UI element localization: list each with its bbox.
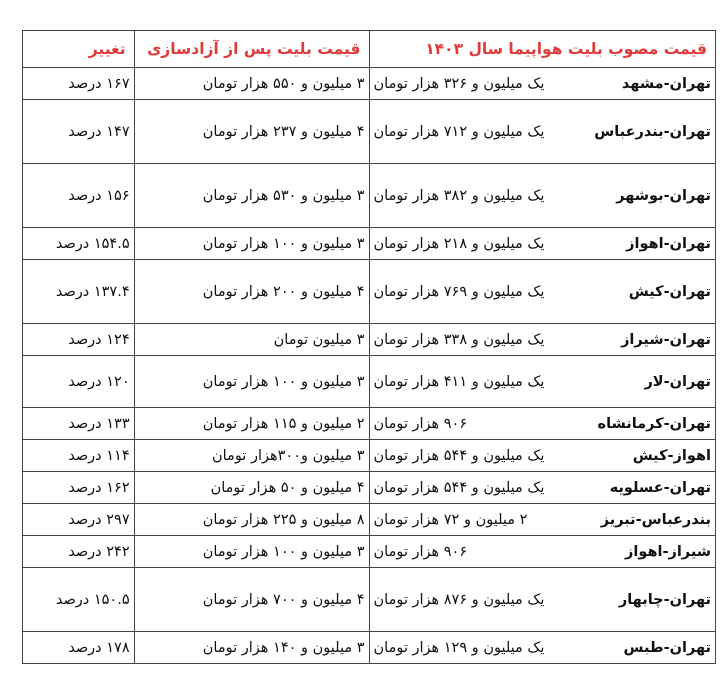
after-price-cell: ۴ میلیون و ۵۰ هزار تومان xyxy=(134,472,369,504)
header-approved-price: قیمت مصوب بلیت هواپیما سال ۱۴۰۳ xyxy=(369,31,716,68)
approved-price: یک میلیون و ۳۲۶ هزار تومان xyxy=(373,75,545,92)
route-name: تهران-بندرعباس xyxy=(594,123,711,140)
route-name: شیراز-اهواز xyxy=(625,543,711,560)
approved-price-cell xyxy=(369,472,716,504)
approved-price-cell xyxy=(369,260,716,324)
after-price-cell: ۳ میلیون و ۱۴۰ هزار تومان xyxy=(134,632,369,664)
after-price-cell: ۴ میلیون و ۲۰۰ هزار تومان xyxy=(134,260,369,324)
table-row xyxy=(23,568,716,632)
approved-price: ۹۰۶ هزار تومان xyxy=(373,415,468,432)
approved-price-cell xyxy=(369,356,716,408)
route-name: تهران-طبس xyxy=(623,639,711,656)
route-name: تهران-لار xyxy=(644,373,711,390)
table-row xyxy=(23,260,716,324)
approved-price-cell xyxy=(369,408,716,440)
change-cell: ۱۴۷ درصد xyxy=(23,100,135,164)
change-cell: ۱۳۳ درصد xyxy=(23,408,135,440)
header-change: تغییر xyxy=(23,31,135,68)
route-name: تهران-شیراز xyxy=(621,331,711,348)
price-table-container xyxy=(22,30,716,664)
table-row xyxy=(23,440,716,472)
table-row xyxy=(23,632,716,664)
change-cell: ۲۹۷ درصد xyxy=(23,504,135,536)
table-row xyxy=(23,164,716,228)
after-price-cell: ۳ میلیون و ۵۵۰ هزار تومان xyxy=(134,68,369,100)
change-cell: ۱۵۴.۵ درصد xyxy=(23,228,135,260)
table-row xyxy=(23,472,716,504)
after-price-cell: ۳ میلیون و ۵۳۰ هزار تومان xyxy=(134,164,369,228)
after-price-cell: ۳ میلیون و۳۰۰هزار تومان xyxy=(134,440,369,472)
table-row xyxy=(23,100,716,164)
table-row xyxy=(23,408,716,440)
approved-price: یک میلیون و ۸۷۶ هزار تومان xyxy=(373,591,545,608)
change-cell: ۱۵۰.۵ درصد xyxy=(23,568,135,632)
approved-price: یک میلیون و ۵۴۴ هزار تومان xyxy=(373,447,545,464)
approved-price: یک میلیون و ۳۳۸ هزار تومان xyxy=(373,331,545,348)
change-cell: ۱۷۸ درصد xyxy=(23,632,135,664)
route-name: تهران-بوشهر xyxy=(616,187,711,204)
approved-price: یک میلیون و ۷۱۲ هزار تومان xyxy=(373,123,545,140)
route-name: تهران-عسلویه xyxy=(609,479,711,496)
route-name: بندرعباس-تبریز xyxy=(600,511,711,528)
table-row xyxy=(23,228,716,260)
after-price-cell: ۲ میلیون و ۱۱۵ هزار تومان xyxy=(134,408,369,440)
change-cell: ۱۶۲ درصد xyxy=(23,472,135,504)
approved-price: یک میلیون و ۱۲۹ هزار تومان xyxy=(373,639,545,656)
route-name: اهواز-کیش xyxy=(632,447,711,464)
change-cell: ۱۱۴ درصد xyxy=(23,440,135,472)
approved-price-cell xyxy=(369,324,716,356)
change-cell: ۱۲۴ درصد xyxy=(23,324,135,356)
after-price-cell: ۴ میلیون و ۲۳۷ هزار تومان xyxy=(134,100,369,164)
table-row xyxy=(23,504,716,536)
approved-price: یک میلیون و ۵۴۴ هزار تومان xyxy=(373,479,545,496)
route-name: تهران-کرمانشاه xyxy=(597,415,711,432)
approved-price-cell xyxy=(369,568,716,632)
approved-price: یک میلیون و ۴۱۱ هزار تومان xyxy=(373,373,545,390)
after-price-cell: ۳ میلیون و ۱۰۰ هزار تومان xyxy=(134,536,369,568)
approved-price-cell xyxy=(369,536,716,568)
table-header-row xyxy=(23,31,716,68)
flight-price-table xyxy=(22,30,716,664)
change-cell: ۲۴۲ درصد xyxy=(23,536,135,568)
after-price-cell: ۳ میلیون تومان xyxy=(134,324,369,356)
approved-price: یک میلیون و ۷۶۹ هزار تومان xyxy=(373,283,545,300)
change-cell: ۱۳۷.۴ درصد xyxy=(23,260,135,324)
approved-price-cell xyxy=(369,504,716,536)
after-price-cell: ۳ میلیون و ۱۰۰ هزار تومان xyxy=(134,356,369,408)
change-cell: ۱۵۶ درصد xyxy=(23,164,135,228)
route-name: تهران-اهواز xyxy=(626,235,711,252)
change-cell: ۱۶۷ درصد xyxy=(23,68,135,100)
approved-price-cell xyxy=(369,632,716,664)
approved-price: یک میلیون و ۲۱۸ هزار تومان xyxy=(373,235,545,252)
after-price-cell: ۳ میلیون و ۱۰۰ هزار تومان xyxy=(134,228,369,260)
approved-price-cell xyxy=(369,440,716,472)
header-after-liberalization-price: قیمت بلیت پس از آزادسازی xyxy=(134,31,369,68)
approved-price-cell xyxy=(369,164,716,228)
approved-price: یک میلیون و ۳۸۲ هزار تومان xyxy=(373,187,545,204)
table-row xyxy=(23,356,716,408)
route-name: تهران-چابهار xyxy=(618,591,711,608)
after-price-cell: ۸ میلیون و ۲۲۵ هزار تومان xyxy=(134,504,369,536)
table-row xyxy=(23,68,716,100)
approved-price-cell xyxy=(369,228,716,260)
change-cell: ۱۲۰ درصد xyxy=(23,356,135,408)
approved-price: ۹۰۶ هزار تومان xyxy=(373,543,468,560)
approved-price-cell xyxy=(369,68,716,100)
approved-price: ۲ میلیون و ۷۲ هزار تومان xyxy=(373,511,528,528)
route-name: تهران-مشهد xyxy=(621,75,711,92)
route-name: تهران-کیش xyxy=(628,283,711,300)
table-body xyxy=(23,68,716,664)
approved-price-cell xyxy=(369,100,716,164)
after-price-cell: ۴ میلیون و ۷۰۰ هزار تومان xyxy=(134,568,369,632)
table-row xyxy=(23,536,716,568)
table-row xyxy=(23,324,716,356)
